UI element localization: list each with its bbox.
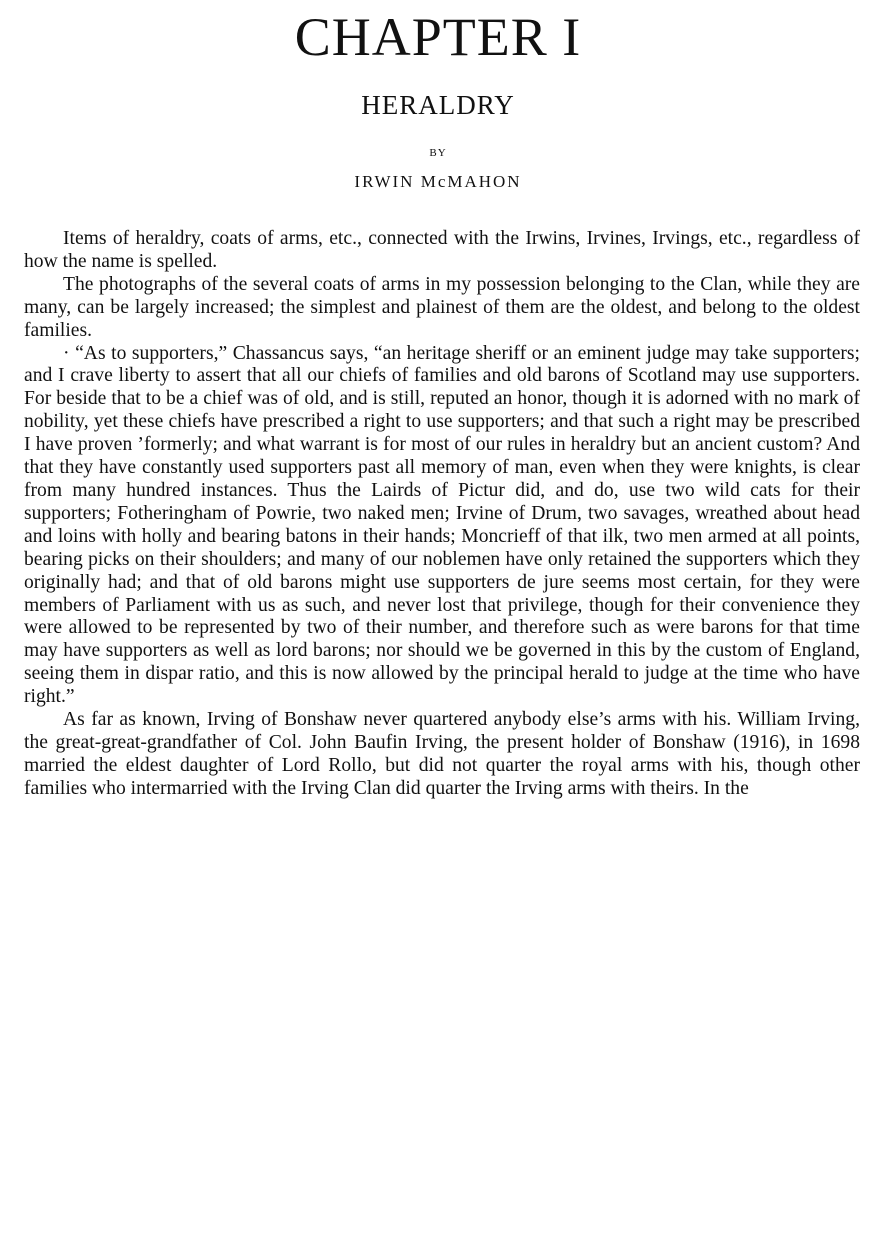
chapter-title: CHAPTER I	[294, 7, 582, 67]
section-title: HERALDRY	[361, 90, 515, 120]
paragraph: · “As to supporters,” Chassancus says, “an heritage sheriff or an eminent judge may take supporters; and I crave liberty to assert that all our chiefs of families and old barons of Scotland may use supporters. For beside that to be a chief was of old, and is still, reputed an honor, though it is adorned with no mark of nobility, yet these chiefs have prescribed a right to use supporters; and that such a right may be prescribed I have proven ’formerly; and what warrant is for most of our rules in heraldry but an ancient custom? And that they have constantly used supporters past all memory of man, even when they were knights, is clear from many hundred instances. Thus the Lairds of Pictur did, and do, use two wild cats for their supporters; Fotheringham of Powrie, two naked men; Irvine of Drum, two savages, wreathed about head and loins with holly and bearing batons in their hands; Moncrieff of that ilk, two men armed at all points, bearing picks on their shoulders; and many of our noblemen have only retained the supporters which they originally had; and that of old barons might use supporters de jure seems most certain, for they were members of Parliament with us as such, and never lost that privilege, though for their convenience they were allowed to be represented by two of their number, and therefore such as were barons for that time may have supporters as well as lord barons; nor should we be governed in this by the custom of England, seeing them in dispar ratio, and this is now allowed by the principal herald to judge at the time who have right.”	[24, 342, 860, 708]
paragraph: The photographs of the several coats of arms in my possession belonging to the Clan, while they are many, can be largely increased; the simplest and plainest of them are the oldest, and belong to the oldest families.	[24, 273, 860, 341]
body-text	[24, 228, 860, 801]
paragraph: As far as known, Irving of Bonshaw never quartered anybody else’s arms with his. William Irving, the great-great-grandfather of Col. John Baufin Irving, the present holder of Bonshaw (1916), in 1698 married the eldest daughter of Lord Rollo, but did not quarter the royal arms with his, though other families who intermarried with the Irving Clan did quarter the Irving arms with theirs. In the	[24, 709, 860, 799]
author-name: IRWIN McMAHON	[354, 172, 522, 191]
by-line: BY	[429, 147, 447, 159]
paragraph: Items of heraldry, coats of arms, etc., connected with the Irwins, Irvines, Irvings, etc., regardless of how the name is spelled.	[24, 228, 860, 272]
